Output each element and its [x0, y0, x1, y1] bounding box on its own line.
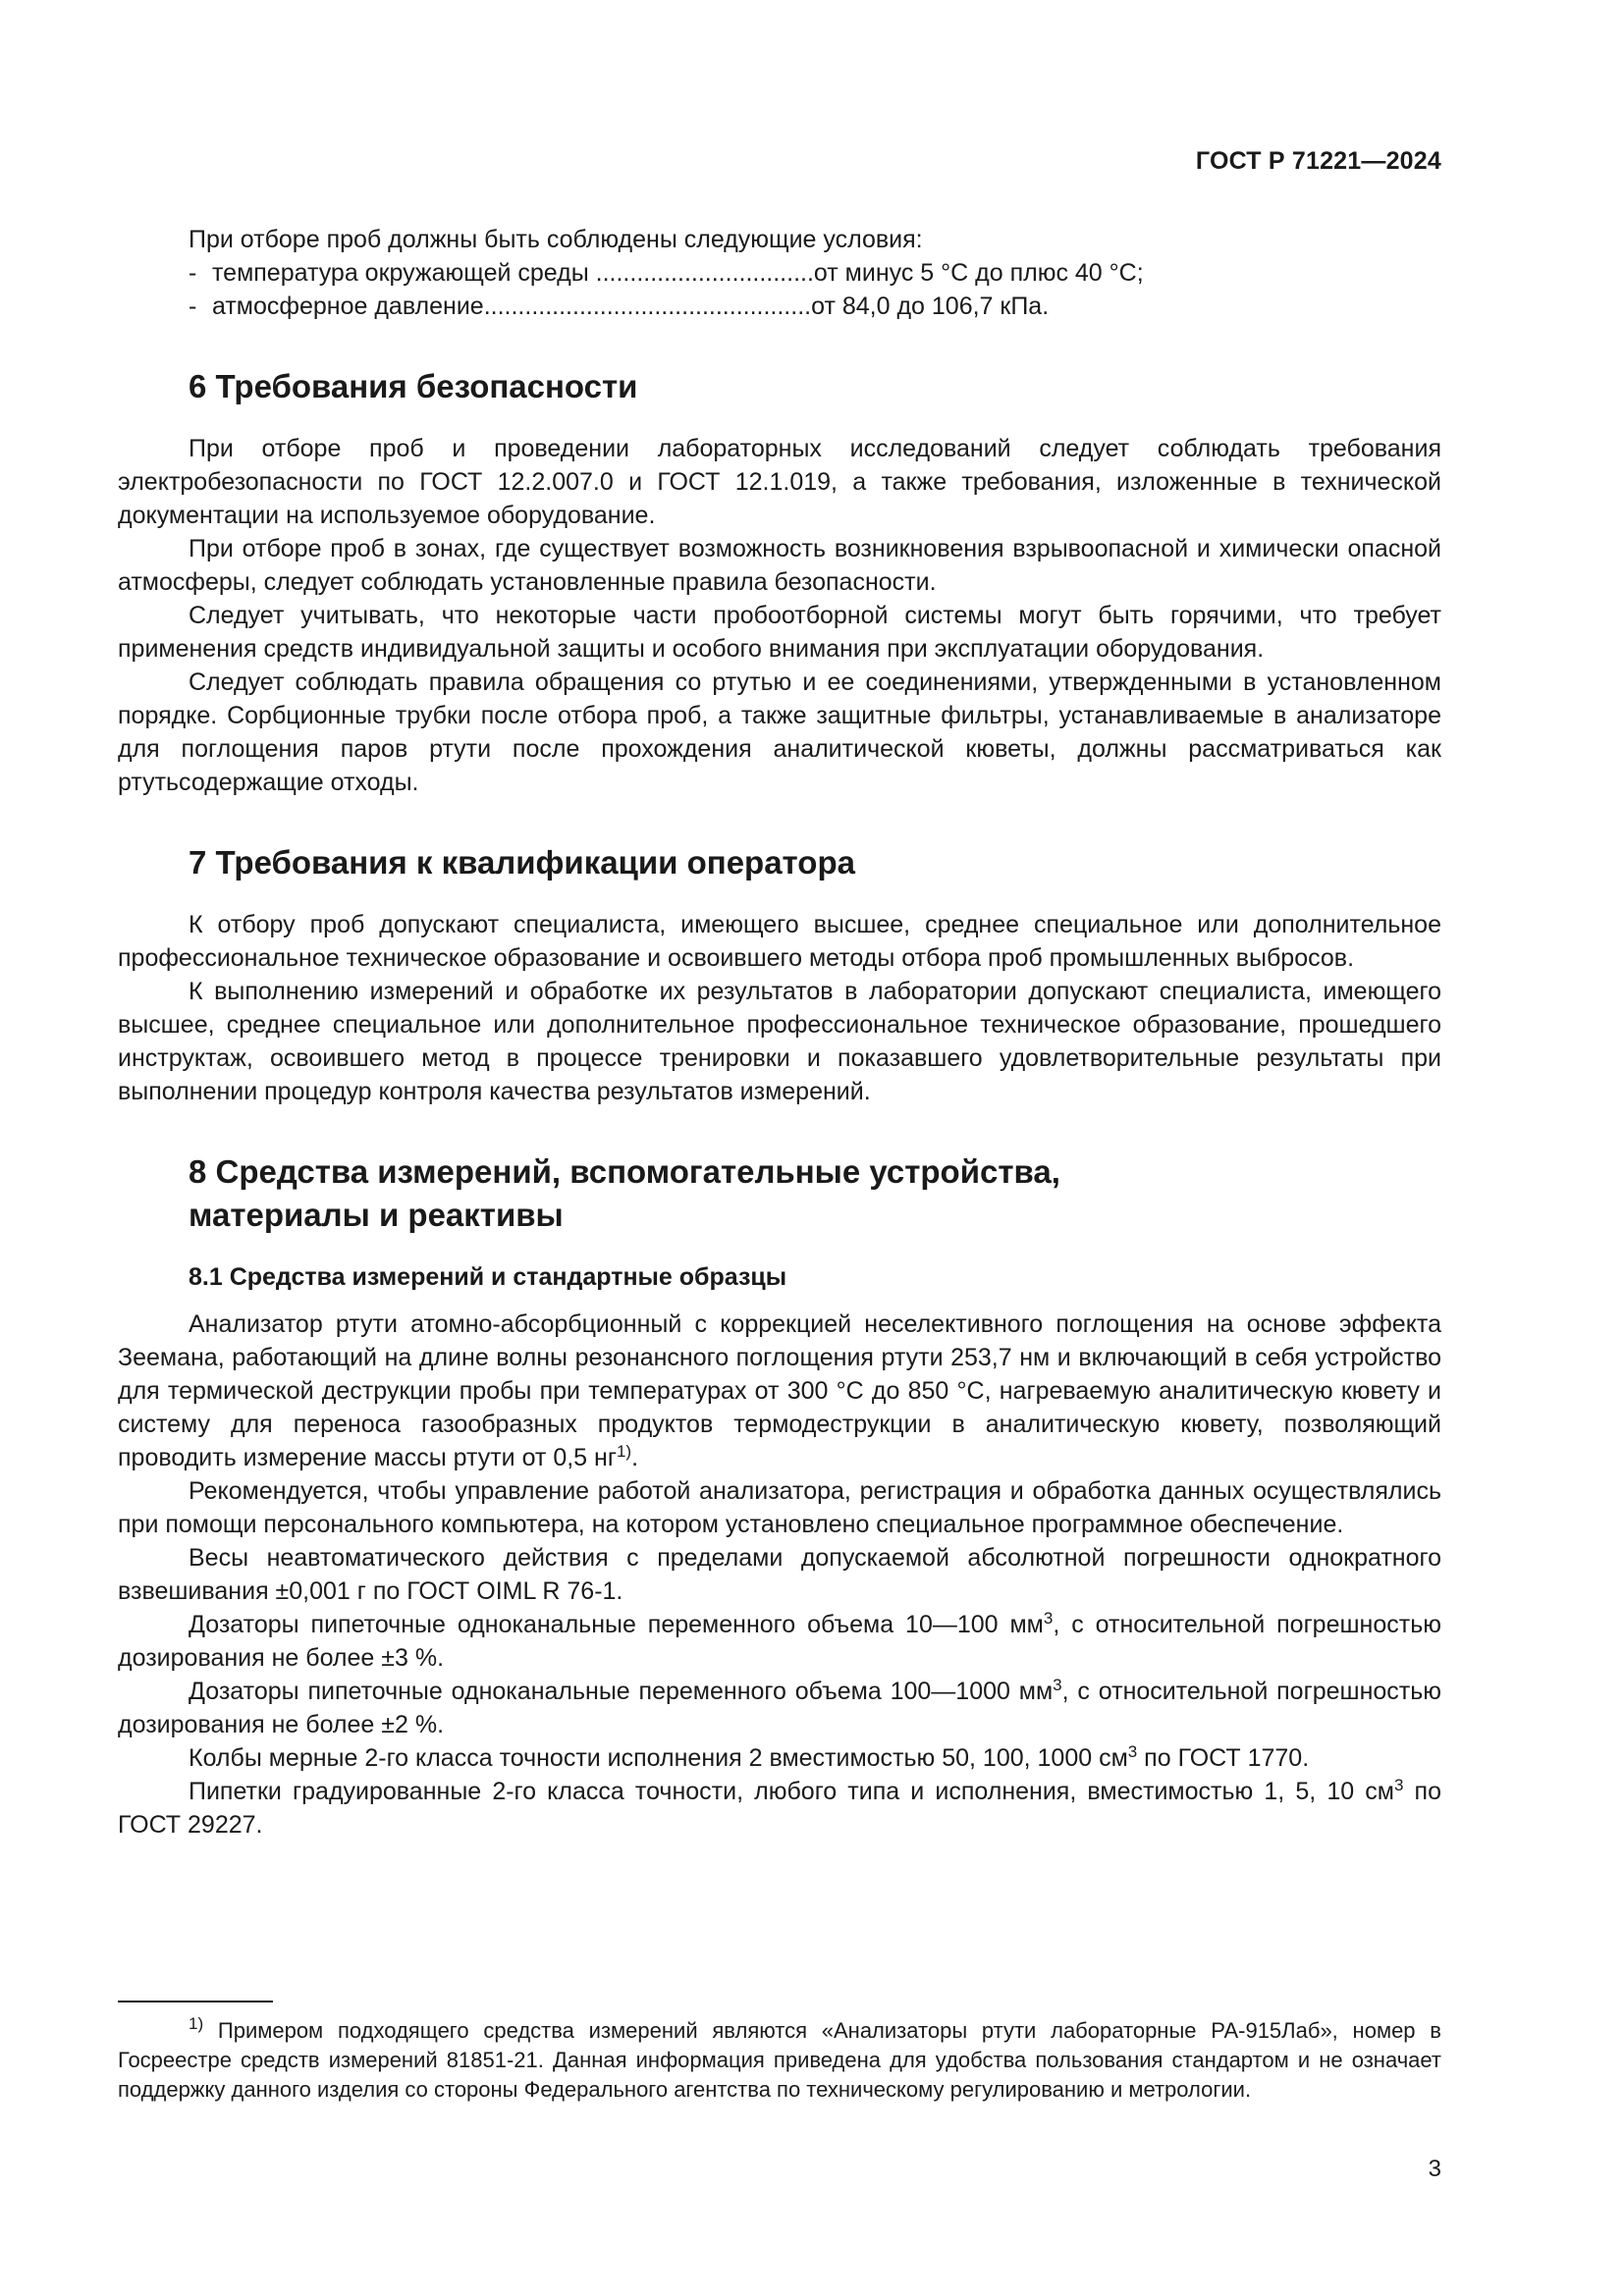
section-8-paragraph-analyzer: Анализатор ртути атомно-абсорбционный с коррекцией неселективного поглощения на основе эффекта Зеемана, работающий на длине волны резонансного поглощения ртути 253,7 нм и включающий в себя устройство для термической деструкции пробы при температурах от 300 °С до 850 °С, нагреваемую аналитическую кювету и систему для переноса газообразных продуктов термодеструкции в аналитическую кювету, позволяющий проводить измерение массы ртути от 0,5 $нг^{1)}$. [118, 1310, 1441, 1471]
document-body [118, 223, 1441, 1842]
footnote-divider [118, 2001, 273, 2002]
list-dash: - [189, 259, 197, 287]
footnote-marker: 1) [189, 2014, 204, 2033]
document-header: ГОСТ Р 71221—2024 [1195, 147, 1441, 175]
section-8-paragraph-dispensers-large: Дозаторы пипеточные одноканальные переменного объема 100—1000 $мм^3$, с относительной погрешностью дозирования не более ±2 %. [118, 1676, 1442, 1738]
section-7-paragraph: К отбору проб допускают специалиста, имеющего высшее, среднее специальное или дополнительное профессиональное техническое образование и освоившего методы отбора проб промышленных выбросов. [118, 911, 1441, 972]
section-6-paragraph: Следует соблюдать правила обращения со ртутью и ее соединениями, утвержденными в установленном порядке. Сорбционные трубки после отбора проб, а также защитные фильтры, устанавливаемые в анализаторе для поглощения паров ртути после прохождения аналитической кюветы, должны рассматриваться как ртутьсодержащие отходы. [118, 668, 1441, 796]
section-7-title: 7 Требования к квалификации оператора [189, 844, 855, 881]
superscript-3: 3 [1127, 1742, 1138, 1761]
condition-text: температура окружающей среды ................................от минус 5 °С до плюс 40 °С; [212, 259, 1144, 287]
list-dash: - [189, 293, 197, 320]
section-6-title: 6 Требования безопасности [189, 368, 638, 404]
section-8-paragraph-scales: Весы неавтоматического действия с пределами допускаемой абсолютной погрешности однократного взвешивания ±0,001 г по ГОСТ OIML R 76-1. [118, 1544, 1441, 1605]
section-8-title-line2: материалы и реактивы [189, 1197, 564, 1233]
section-8-title-line1: 8 Средства измерений, вспомогательные устройства, [189, 1153, 1060, 1190]
section-7-paragraph: К выполнению измерений и обработке их результатов в лаборатории допускают специалиста, имеющего высшее, среднее специальное или дополнительное профессиональное техническое образование, прошедшего инструктаж, освоившего метод в процессе тренировки и показавшего удовлетворительные результаты при выполнении процедур контроля качества результатов измерений. [118, 978, 1441, 1105]
section-8-paragraph-flasks: Колбы мерные 2-го класса точности исполнения 2 вместимостью 50, 100, 1000 $см^3$ по ГОСТ 1770. [189, 1742, 1310, 1772]
section-6-paragraph: При отборе проб в зонах, где существует возможность возникновения взрывоопасной и химически опасной атмосферы, следует соблюдать установленные правила безопасности. [118, 535, 1441, 596]
section-8-paragraph-pipettes: Пипетки градуированные 2-го класса точности, любого типа и исполнения, вместимостью 1, 5, 10 $см^3$ по ГОСТ 29227. [118, 1776, 1441, 1839]
footnote-reference[interactable]: 1) [616, 1442, 632, 1461]
superscript-3: 3 [1043, 1609, 1054, 1628]
section-8-title [189, 1150, 1441, 1237]
section-8-paragraph-dispensers-small: Дозаторы пипеточные одноканальные переменного объема 10—100 $мм^3$, с относительной погрешностью дозирования не более ±3 %. [118, 1609, 1441, 1672]
document-page [118, 0, 1441, 2296]
superscript-3: 3 [1053, 1676, 1062, 1694]
condition-text: атмосферное давление................................................от 84,0 до 106,7 кПа. [212, 293, 1050, 320]
page-number: 3 [1428, 2156, 1441, 2182]
condition-item-pressure [118, 290, 1441, 323]
section-6-paragraph: Следует учитывать, что некоторые части пробоотборной системы могут быть горячими, что требует применения средств индивидуальной защиты и особого внимания при эксплуатации оборудования. [118, 602, 1441, 663]
superscript-3: 3 [1393, 1776, 1404, 1794]
footnote-text: $^{1)}$ Примером подходящего средства измерений являются «Анализаторы ртути лабораторные РА-915Лаб», номер в Госреестре средств измерений 81851-21. Данная информация приведена для удобства пользования стандартом и не означает поддержку данного изделия со стороны Федерального агентства по техническому регулированию и метрологии. [118, 2014, 1441, 2102]
footnote [118, 2016, 1441, 2105]
section-8-paragraph-computer: Рекомендуется, чтобы управление работой анализатора, регистрация и обработка данных осуществлялись при помощи персонального компьютера, на котором установлено специальное программное обеспечение. [118, 1477, 1441, 1538]
conditions-intro: При отборе проб должны быть соблюдены следующие условия: [189, 226, 923, 253]
section-6-paragraph: При отборе проб и проведении лабораторных исследований следует соблюдать требования электробезопасности по ГОСТ 12.2.007.0 и ГОСТ 12.1.019, а также требования, изложенные в технической документации на используемое оборудование. [118, 435, 1441, 529]
subsection-8-1-title: 8.1 Средства измерений и стандартные образцы [189, 1263, 787, 1291]
condition-item-temperature [118, 256, 1441, 290]
